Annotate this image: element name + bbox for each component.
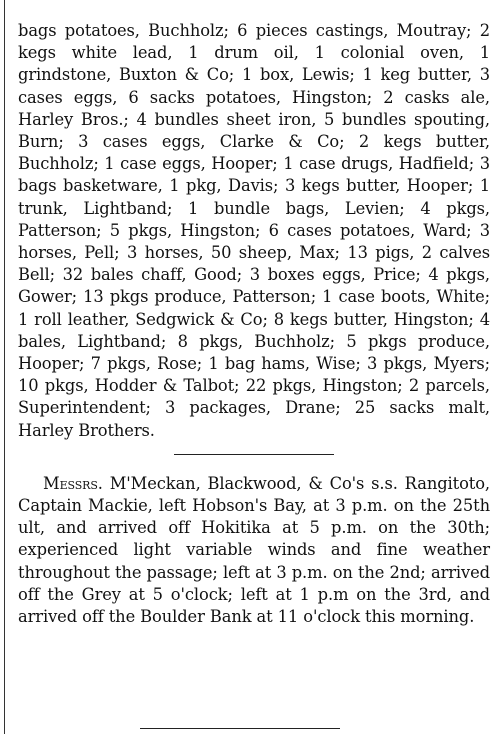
shipping-report-body: M'Meckan, Blackwood, & Co's s.s. Rangitoto, Captain Mackie, left Hobson's Bay, at 3 p.m. on the 25th ult, and arrived off Hokitika at 5 p.m. on the 30th; experienced light variable winds and fine weather throughout the passage; left at 3 p.m. on the 2nd; arrived off the Grey at 5 o'clock; left at 1 p.m on the 3rd, and arrived off the Boulder Bank at 11 o'clock this morning.: [18, 473, 490, 627]
newspaper-column: [4, 0, 496, 734]
section-divider: [174, 454, 334, 455]
cargo-manifest-paragraph: bags potatoes, Buchholz; 6 pieces castings, Moutray; 2 kegs white lead, 1 drum oil, 1 colonial oven, 1 grindstone, Buxton & Co; 1 box, Lewis; 1 keg butter, 3 cases eggs, 6 sacks potatoes, Hingston; 2 casks ale, Harley Bros.; 4 bundles sheet iron, 5 bundles spouting, Burn; 3 cases eggs, Clarke & Co; 2 kegs butter, Buchholz; 1 case eggs, Hooper; 1 case drugs, Hadfield; 3 bags basketware, 1 pkg, Davis; 3 kegs butter, Hooper; 1 trunk, Lightband; 1 bundle bags, Levien; 4 pkgs, Patterson; 5 pkgs, Hingston; 6 cases potatoes, Ward; 3 horses, Pell; 3 horses, 50 sheep, Max; 13 pigs, 2 calves Bell; 32 bales chaff, Good; 3 boxes eggs, Price; 4 pkgs, Gower; 13 pkgs produce, Patterson; 1 case boots, White; 1 roll leather, Sedgwick & Co; 8 kegs butter, Hingston; 4 bales, Lightband; 8 pkgs, Buchholz; 5 pkgs produce, Hooper; 7 pkgs, Rose; 1 bag hams, Wise; 3 pkgs, Myers; 10 pkgs, Hodder & Talbot; 22 pkgs, Hingston; 2 parcels, Superintendent; 3 packages, Drane; 25 sacks malt, Harley Brothers.: [18, 21, 490, 440]
shipping-report-lead: Messrs.: [43, 473, 103, 493]
shipping-report-paragraph: [18, 473, 490, 628]
bottom-divider: [140, 728, 340, 729]
